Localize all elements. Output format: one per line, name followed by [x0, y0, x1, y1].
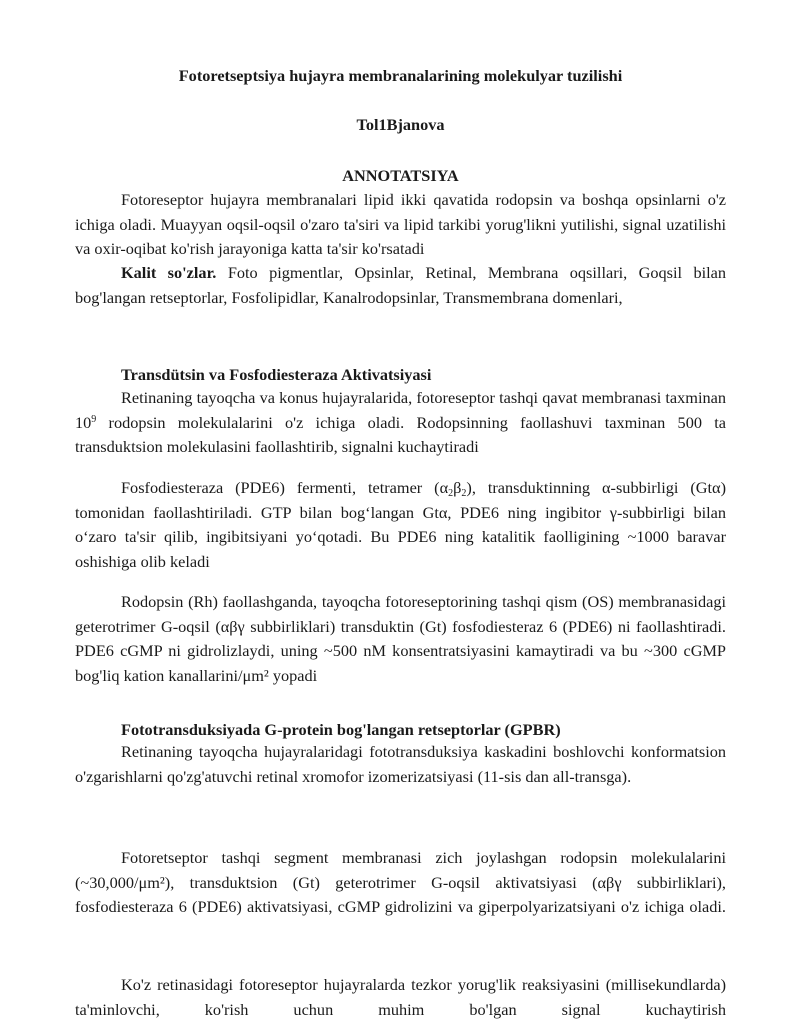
section1-heading: Transdütsin va Fosfodiesteraza Aktivatsiyasi [121, 365, 432, 384]
keywords-label: Kalit so'zlar. [121, 263, 217, 282]
section2-paragraph-1: Retinaning tayoqcha hujayralaridagi fototransduksiya kaskadini boshlovchi konformatsion o'zgarishlarni qo'zg'atuvchi retinal xromofor izomerizatsiyasi (11-sis dan all-transga). [75, 742, 726, 786]
s1p1-text-a: Retinaning tayoqcha va konus hujayralarida, fotoreseptor tashqi qavat membranasi taxminan 10 [75, 388, 726, 432]
s1p2-beta: β [453, 478, 462, 497]
s1p1-exponent: 9 [91, 413, 97, 425]
s2p2-text: Fotoretseptor tashqi segment membranasi zich joylashgan rodopsin molekulalarini (~30,000/μm²), transduktsion (Gt) geterotrimer G-oqsil aktivatsiyasi (αβγ subbirliklari), fosfodiesteraza 6 (PDE6) aktivatsiyasi, cGMP gidrolizini va giperpolyarizatsiyani o'z ichiga [75, 848, 726, 917]
s1p1-text-b: rodopsin molekulalarini o'z ichiga oladi. Rodopsinning faollashuvi taxminan 500 ta transduktsion molekulasini faollashtirib, signalni kuchaytiradi [75, 412, 726, 457]
section2-heading: Fototransduksiyada G-protein bog'langan retseptorlar (GPBR) [121, 720, 561, 739]
section2-paragraph-3: Ko'z retinasidagi fotoreseptor hujayralarda tezkor yorug'lik reaksiyasini (millisekundlarda) ta'minlovchi, ko'rish uchun muhim bo'lgan signal kuchaytirish [75, 975, 726, 1019]
s1p2-sub2: 2 [461, 488, 467, 499]
s1p2-sub1: 2 [448, 488, 454, 499]
annotation-heading: ANNOTATSIYA [342, 166, 459, 185]
s1p2-text-b: ), transduktinning α-subbirligi (Gtα) tomonidan faollashtiriladi. GTP bilan bog‘langan Gtα, PDE6 ning ingibitor γ-subbirligi bilan o‘zaro ta'sir qilib, ingibitsiyani yo‘qotadi. Bu PDE6 ning katalitik faolligining ~1000 baravar oshishiga olib keladi [75, 478, 726, 571]
keywords-text: Foto pigmentlar, Opsinlar, Retinal, Membrana oqsillari, Goqsil bilan bog'langan retseptorlar, Fosfolipidlar, Kanalrodopsinlar, Transmembrana domenlari, [75, 263, 727, 307]
section1-paragraph-1 [75, 386, 726, 460]
annotation-text: Fotoreseptor hujayra membranalari lipid ikki qavatida rodopsin va boshqa opsinlarni o'z ichiga oladi. Muayyan oqsil-oqsil o'zaro ta'siri va lipid tarkibi yorug'likni yutilishi, signal uzatilishi va oxir-oqibat ko'rish jarayoniga katta ta'sir ko'rsatadi [75, 190, 726, 259]
section2-paragraph-2 [75, 846, 726, 920]
author-name: Tol1Bjanova [356, 115, 445, 134]
s2p2-end: oladi. [689, 897, 726, 917]
keywords-paragraph [75, 261, 726, 310]
s1p2-text-a: Fosfodiesteraza (PDE6) fermenti, tetramer (α [121, 478, 449, 497]
section1-paragraph-3: Rodopsin (Rh) faollashganda, tayoqcha fotoreseptorining tashqi qism (OS) membranasidagi geterotrimer G-oqsil (αβγ subbirliklari) transduktin (Gt) fosfodiesteraz 6 (PDE6) ni faollashtiradi. PDE6 cGMP ni gidrolizlaydi, uning ~500 nM konsentratsiyasini kamaytiradi va bu ~300 cGMP bog'liq kation kanallarini/μm² yopadi [75, 592, 726, 685]
document-title: Fotoretseptsiya hujayra membranalarining molekulyar tuzilishi [178, 66, 623, 85]
section1-paragraph-2 [75, 476, 726, 574]
